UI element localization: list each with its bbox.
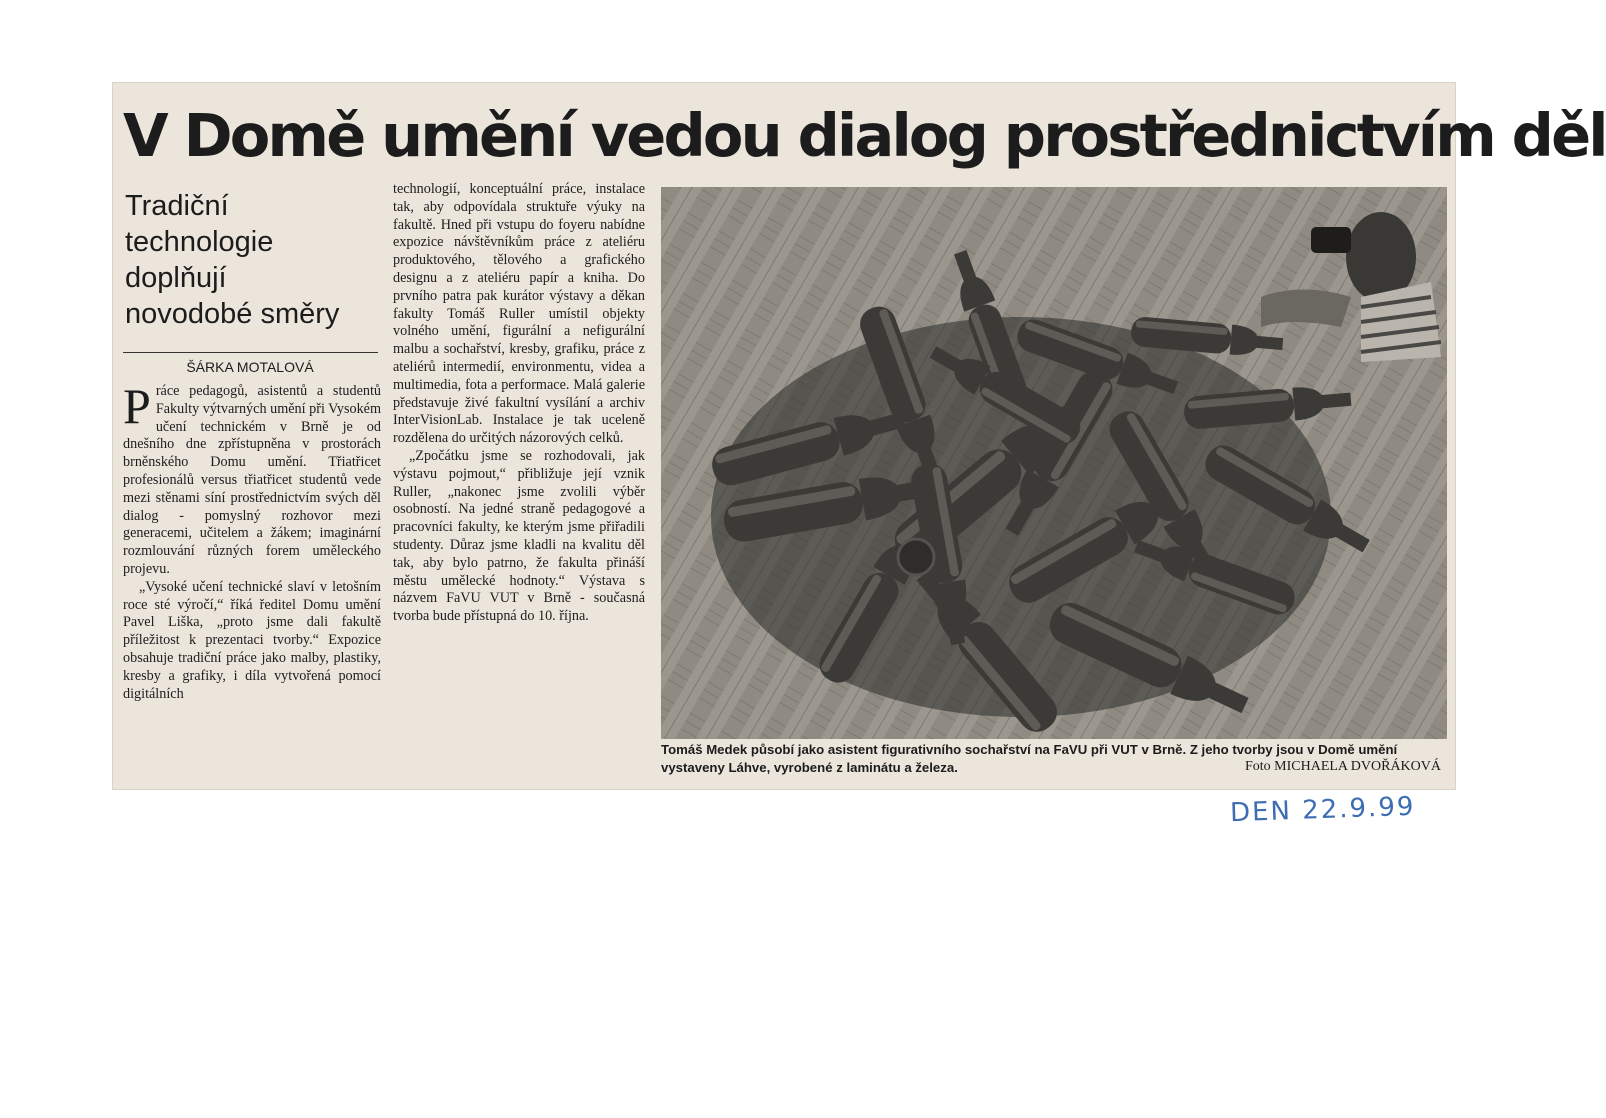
subheadline-line: novodobé směry (125, 298, 340, 330)
byline: ŠÁRKA MOTALOVÁ (186, 359, 314, 375)
article-paragraph: technologií, konceptuální práce, instalace tak, aby odpovídala struktuře výuky na fakultě. Hned při vstupu do foyeru nabídne expozice návštěvníkům práce z ateliéru produktového, tělového a grafického designu a z ateliéru papír a kniha. Do prvního patra pak kurátor výstavy a děkan fakulty Tomáš Ruller umístil objekty volného umění, figurální a nefigurální malbu a sochařství, kresby, grafiku, práce z ateliérů intermedií, environmentu, videa a multimedia, fota a performace. Malá galerie představuje živé fakultní vysílání a archiv InterVisionLab. Instalace je tak uceleně rozdělena do určitých názorových celků. (393, 181, 645, 447)
photo-caption: Tomáš Medek působí jako asistent figurativního sochařství na FaVU při VUT v Brně. Z jeho tvorby jsou v Domě umění vystaveny Láhve, vyrobené z laminátu a železa. (661, 742, 1398, 775)
article-paragraph (123, 378, 381, 579)
subheadline-line: technologie (125, 226, 274, 258)
article-column-1 (123, 378, 381, 703)
article-paragraph: „Vysoké učení technické slaví v letošním roce sté výročí,“ říká ředitel Domu umění Pavel Liška, „proto jsme dali fakultě příležitost k prezentaci tvorby.“ Expozice obsahuje tradiční práce jako malby, plastiky, kresby a grafiky, i díla vytvořená pomocí digitálních (123, 578, 381, 702)
newspaper-clipping (112, 82, 1606, 790)
subheadline-line: doplňují (125, 262, 227, 294)
bottle-sculpture-photo (661, 187, 1447, 739)
paragraph-text: ráce pedagogů, asistentů a studentů Fakulty výtvarných umění při Vysokém učení technickém v Brně je od dnešního dne zpřístupněna v prostorách brněnského Domu umění. Třiatřicet profesionálů versus třiatřicet studentů vede mezi stěnami síní prostřednictvím svých děl dialog - pomyslný rozhovor mezi generacemi, učitelem a žákem; imaginární rozmlouvání různých forem uměleckého projevu. (123, 383, 381, 577)
handwritten-date-note: DEN 22.9.99 (1229, 791, 1416, 829)
subheadline (125, 188, 375, 332)
headline: V Domě umění vedou dialog prostřednictvím děl (123, 101, 1606, 170)
photo-credit: Foto MICHAELA DVOŘÁKOVÁ (1244, 759, 1441, 774)
subheadline-line: Tradiční (125, 190, 229, 222)
drop-cap: P (123, 378, 151, 434)
photo-illustration (661, 187, 1447, 739)
article-column-2 (393, 181, 645, 626)
byline-divider (123, 352, 378, 353)
article-paragraph: „Zpočátku jsme se rozhodovali, jak výstavu pojmout,“ přibližuje její vznik Ruller, „nakonec jsme zvolili výběr osobností. Na jedné straně pedagogové a pracovníci fakulty, ke kterým jsme přiřadili studenty. Důraz jsme kladli na kvalitu děl tak, aby bylo patrno, že fakulta přináší městu umělecké hodnoty.“ Výstava s názvem FaVU VUT v Brně - současná tvorba bude přístupná do 10. října. (393, 447, 645, 625)
